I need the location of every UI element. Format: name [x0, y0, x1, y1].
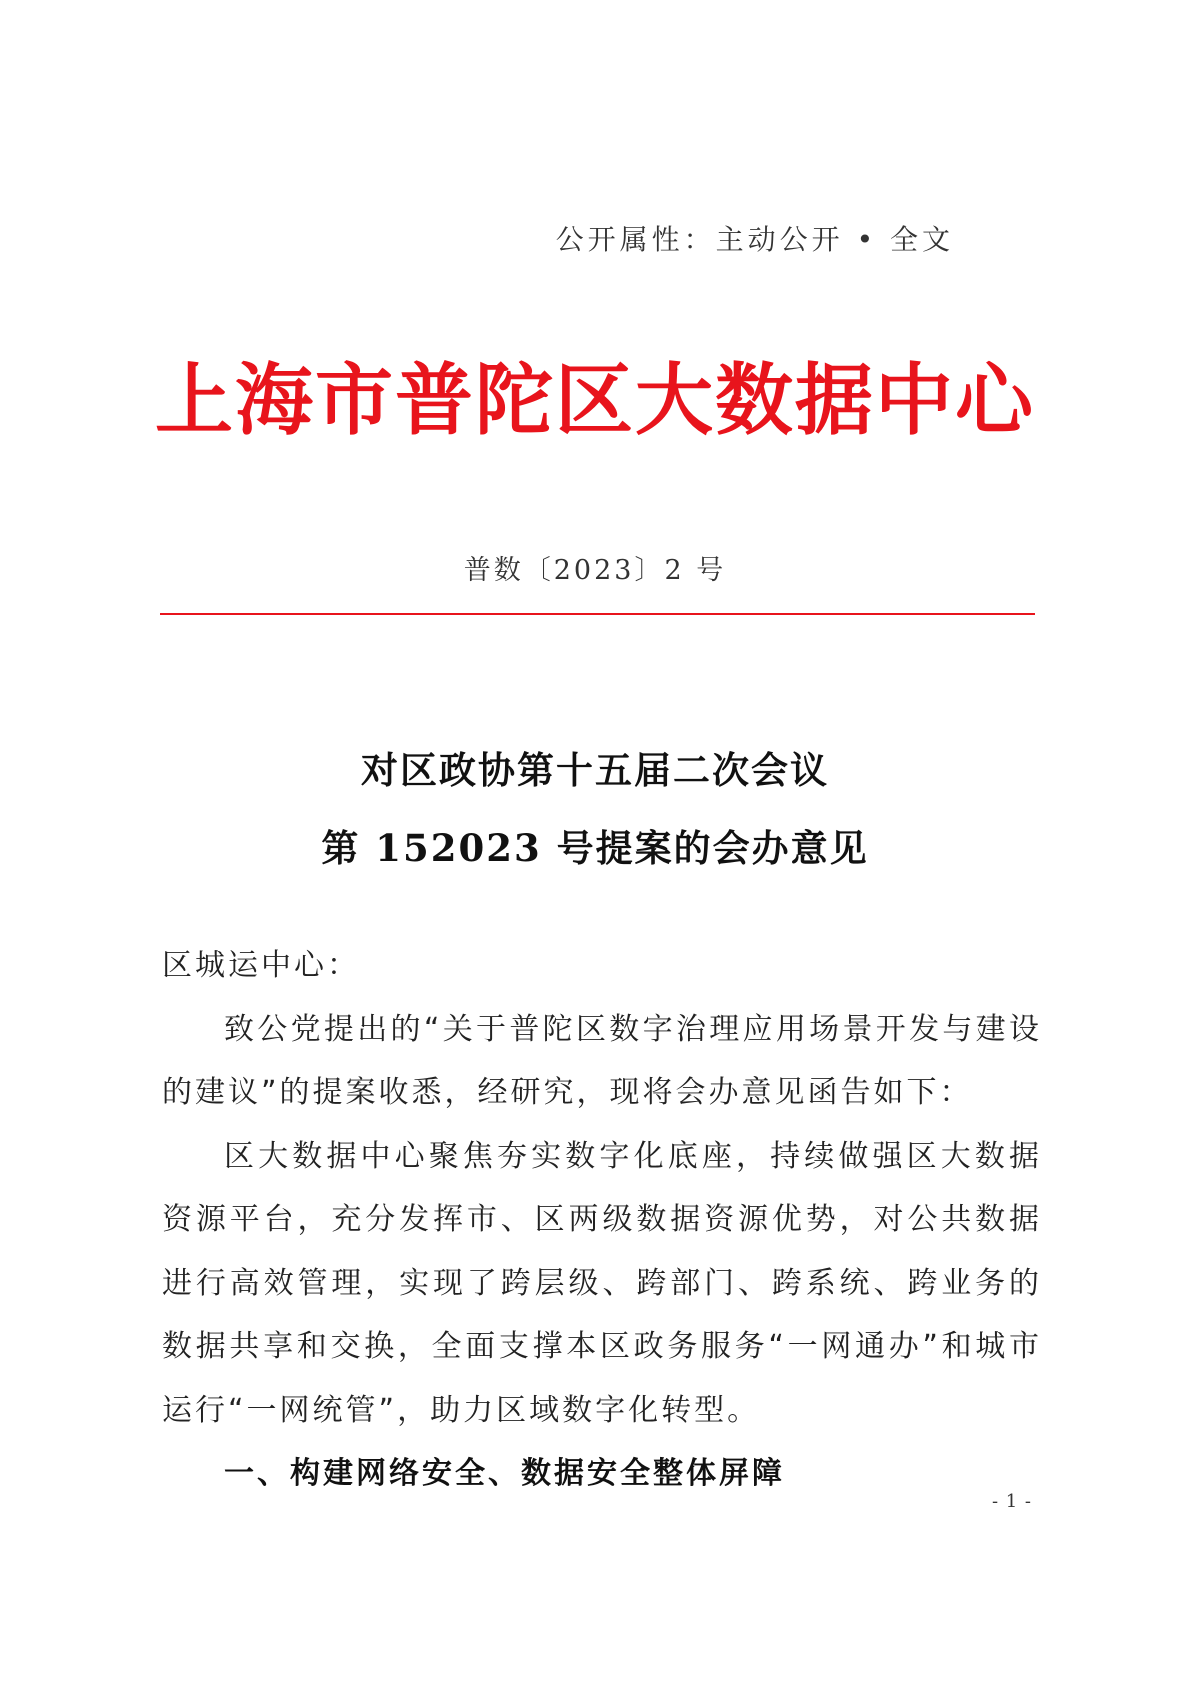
- section-heading: 一、构建网络安全、数据安全整体屏障: [224, 1456, 785, 1491]
- issuing-agency-title: 上海市普陀区大数据中心: [154, 355, 1035, 446]
- body-paragraph: 区大数据中心聚焦夯实数字化底座，持续做强区大数据资源平台，充分发挥市、区两级数据资源优势，对公共数据进行高效管理，实现了跨层级、跨部门、跨系统、跨业务的数据共享和交换，全面支撑本区政务服务“一网通办”和城市运行“一网统管”，助力区域数字化转型。: [162, 1138, 1042, 1428]
- document-title-line-1: 对区政协第十五届二次会议: [361, 748, 829, 792]
- disclosure-attribute: 公开属性：主动公开 • 全文: [555, 223, 954, 256]
- document-title-line-2: 第 152023 号提案的会办意见: [321, 826, 869, 870]
- document-number: 普数〔2023〕2 号: [463, 555, 727, 586]
- document-body: [162, 934, 1042, 1506]
- recipient: 区城运中心：: [162, 948, 360, 983]
- page-number: - 1 -: [991, 1491, 1032, 1512]
- body-paragraph: 致公党提出的“关于普陀区数字治理应用场景开发与建设的建议”的提案收悉，经研究，现将会办意见函告如下：: [162, 1011, 1042, 1110]
- red-separator-line: [160, 613, 1035, 615]
